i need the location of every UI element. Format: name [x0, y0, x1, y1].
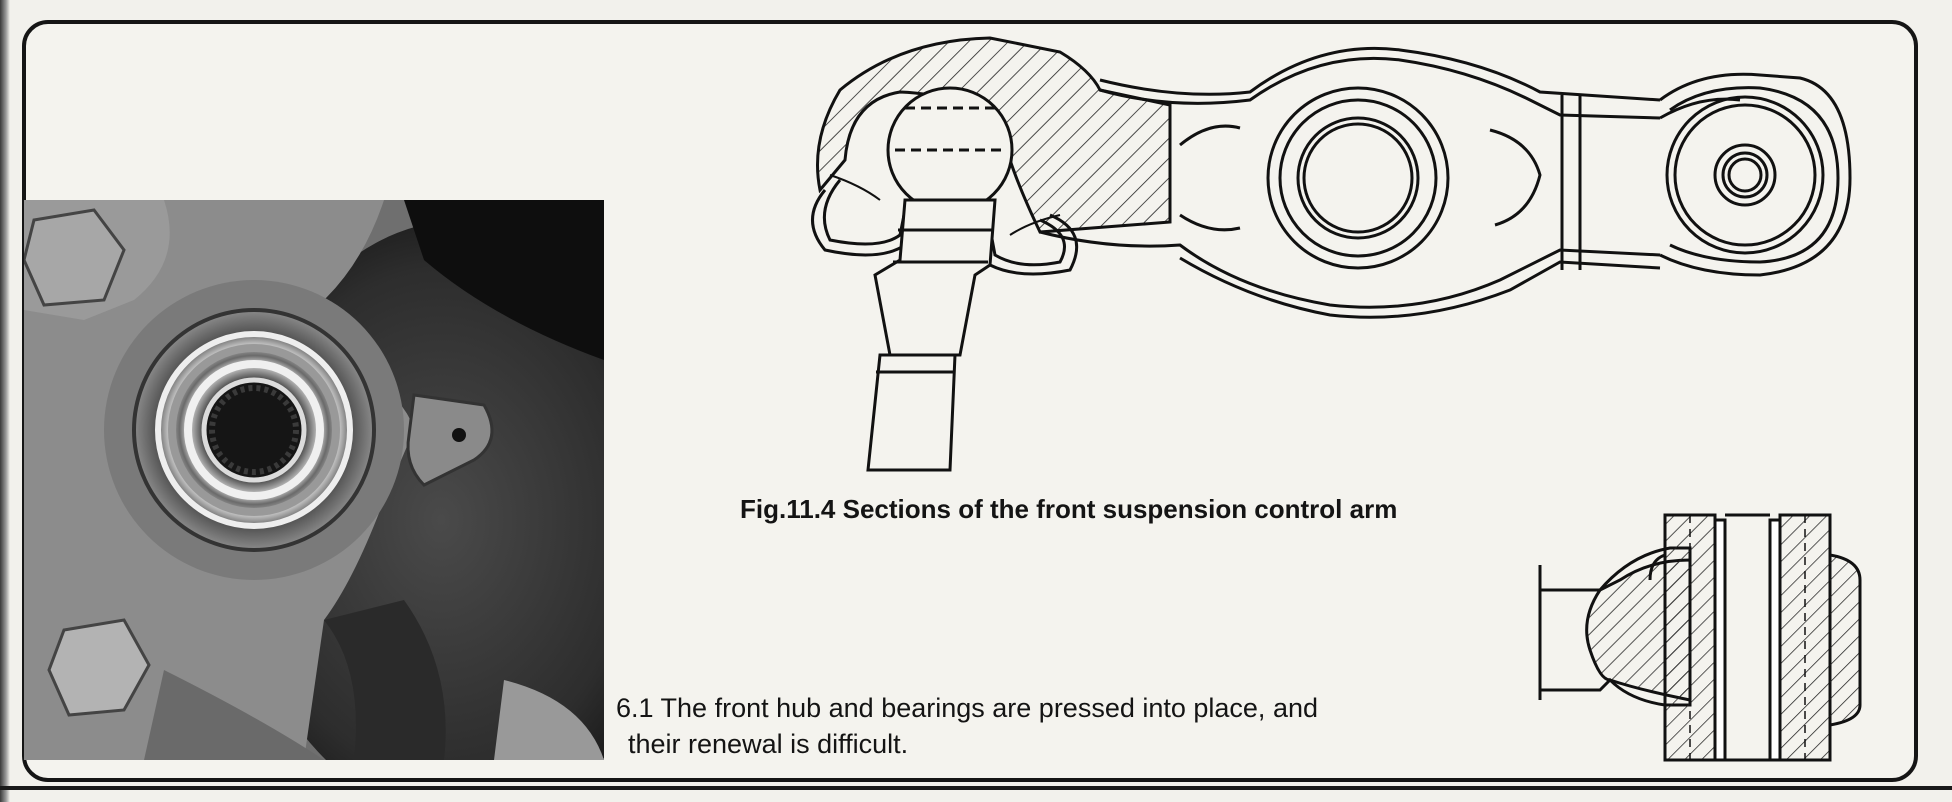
- photo-caption: [616, 690, 1436, 762]
- figure-caption: Fig.11.4 Sections of the front suspension control arm: [740, 494, 1398, 524]
- photo-caption-line-2: their renewal is difficult.: [628, 729, 909, 759]
- photo-caption-line-1: 6.1 The front hub and bearings are pressed into place, and: [616, 693, 1318, 723]
